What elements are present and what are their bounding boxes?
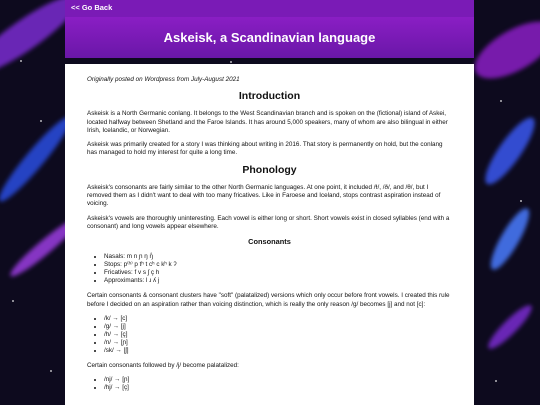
- phonology-paragraph-3: Certain consonants & consonant clusters have "soft" (palatalized) versions which only occur before front vowels. I created this rule before I decided on an aspiration rather than voicing distinction, which is really the only reason /g/ becomes [j] and not [c]:: [87, 292, 450, 308]
- article-content: [65, 64, 474, 405]
- list-item: • /sk/ → [ʃ]: [104, 347, 452, 355]
- consonants-heading: Consonants: [248, 237, 291, 247]
- list-item: • /h/ → [ç]: [104, 331, 452, 339]
- background-streak: [485, 204, 536, 274]
- consonant-list: [87, 253, 452, 285]
- list-item: • /hj/ → [ç]: [104, 384, 452, 392]
- phonology-paragraph-2: Askeisk's vowels are thoroughly uninteresting. Each vowel is either long or short. Short vowels exist in closed syllables (end with a consonant) and long vowels appear elsewhere.: [87, 214, 450, 230]
- intro-paragraph-2: Askeisk was primarily created for a story I was thinking about writing in 2016. That story is permanently on hold, but the conlang has managed to hold my interest for quite a long time.: [87, 141, 443, 157]
- list-item: • /nj/ → [ɲ]: [104, 376, 452, 384]
- star: [50, 370, 52, 372]
- introduction-heading: Introduction: [238, 90, 301, 103]
- soft-consonant-list: [87, 315, 452, 355]
- page-header: [65, 17, 474, 58]
- background-streak: [478, 112, 540, 190]
- list-item: • /g/ → [j]: [104, 323, 452, 331]
- intro-paragraph-1: Askeisk is a North Germanic conlang. It belongs to the West Scandinavian branch and is spoken on the (fictional) island of Askei, located halfway between Shetland and the Faroe Islands. It has around 5,000 speakers, many of whom are also bilingual in either Irish, Icelandic, or Norwegian.: [87, 110, 448, 134]
- star: [495, 380, 497, 382]
- star: [40, 120, 42, 122]
- list-item: • Fricatives: f v s ʃ ç h: [104, 269, 452, 277]
- background-streak: [466, 10, 540, 90]
- list-item: • /k/ → [c]: [104, 315, 452, 323]
- background-streak: [484, 301, 536, 353]
- palatalization-list: [87, 376, 452, 392]
- page-title: Askeisk, a Scandinavian language: [163, 30, 376, 45]
- go-back-link[interactable]: << Go Back: [71, 3, 113, 12]
- list-item: • Nasals: m n ɲ ŋ ŋ̊: [104, 253, 452, 261]
- posted-note: Originally posted on Wordpress from July-August 2021: [87, 76, 240, 83]
- star: [20, 60, 22, 62]
- star: [520, 200, 522, 202]
- list-item: • /n/ → [ɲ]: [104, 339, 452, 347]
- star: [12, 300, 14, 302]
- list-item: • Approximants: l ɹ ʎ j: [104, 277, 452, 285]
- top-nav-bar: [65, 0, 474, 17]
- list-item: • Stops: p⁽ʰ⁾ p tʰ t cʰ c kʰ k ʔ: [104, 261, 452, 269]
- star: [230, 61, 232, 63]
- star: [500, 100, 502, 102]
- phonology-heading: Phonology: [242, 163, 297, 176]
- phonology-paragraph-1: Askeisk's consonants are fairly similar to the other North Germanic languages. At one point, it included /ɬ/, /ð/, and /θ/, but I removed them as I didn't want to deal with too many fricatives. Like in Faroese and Iceland, stops contrast aspiration instead of voicing.: [87, 183, 441, 208]
- phonology-paragraph-4: Certain consonants followed by /j/ become palatalized:: [87, 361, 239, 369]
